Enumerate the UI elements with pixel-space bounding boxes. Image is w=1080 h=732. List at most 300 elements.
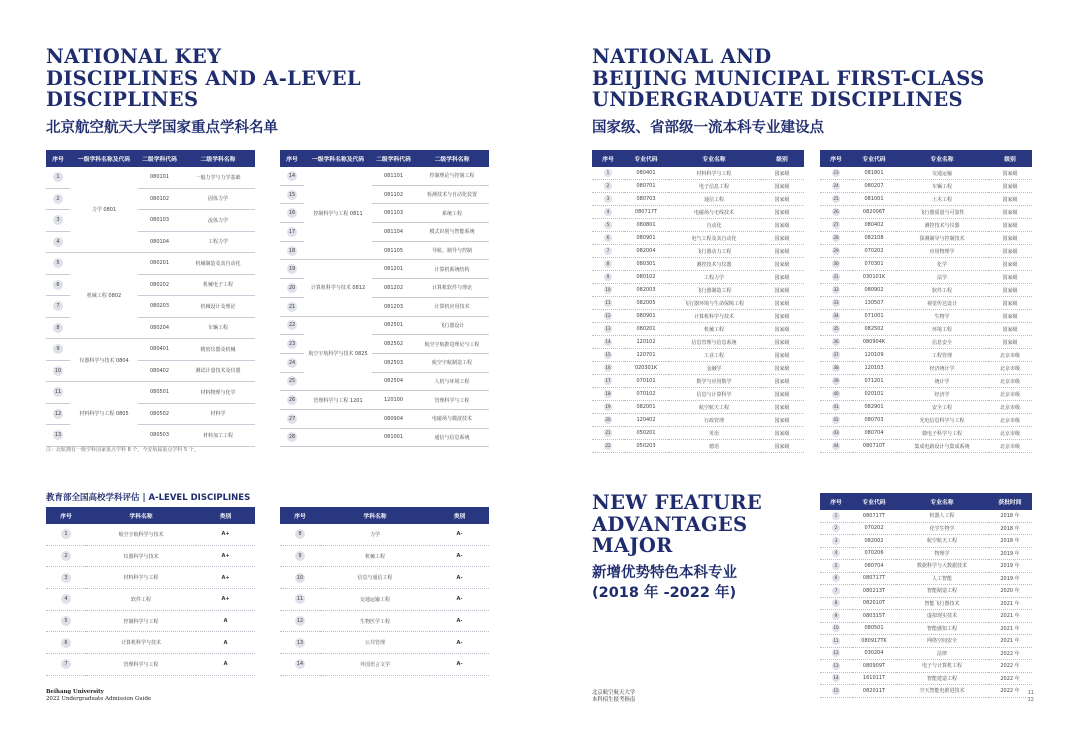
table-row — [46, 589, 255, 611]
table-cell: 国家级 — [760, 388, 804, 401]
table-cell: 国家级 — [760, 180, 804, 193]
table-row — [820, 585, 1032, 598]
row-number-cell — [280, 260, 304, 279]
table-cell: 080901 — [624, 232, 668, 245]
row-number-badge: 10 — [605, 287, 611, 292]
row-number-cell — [820, 572, 852, 585]
table-cell: 视觉传达设计 — [896, 297, 988, 310]
table-cell: 国家级 — [760, 193, 804, 206]
table-cell: A- — [430, 654, 489, 676]
table-cell: 080710T — [852, 440, 896, 453]
table-cell: 管理科学与工程 1201 — [304, 391, 372, 410]
col-header: 一级学科名称及代码 — [70, 150, 138, 167]
new-majors-title — [592, 492, 762, 557]
table-row — [820, 635, 1032, 648]
table-row — [592, 336, 804, 349]
table-row — [820, 597, 1032, 610]
table-cell: 2021 年 — [988, 635, 1032, 648]
table-cell: A- — [430, 589, 489, 611]
row-number-badge: 18 — [288, 247, 296, 254]
row-number-badge: 11 — [296, 596, 304, 603]
row-number-badge: 13 — [296, 639, 304, 646]
row-number-cell — [820, 336, 852, 349]
table-cell: 飞行器设计 — [415, 316, 489, 335]
table-cell: 自动化 — [668, 219, 760, 232]
col-header: 序号 — [46, 150, 70, 167]
table-cell: 计算机科学与技术 0812 — [304, 260, 372, 316]
table-cell: 080701 — [624, 180, 668, 193]
row-number-badge: 19 — [605, 404, 611, 409]
row-number-badge: 20 — [605, 417, 611, 422]
table-cell: 北京市级 — [988, 388, 1032, 401]
table-cell: 081001 — [852, 193, 896, 206]
row-number-cell — [592, 414, 624, 427]
row-number-badge: 4 — [61, 594, 71, 604]
table-cell: 统计学 — [896, 375, 988, 388]
table-cell: 080213T — [852, 585, 896, 598]
table-cell: 车辆工程 — [181, 317, 255, 339]
table-cell: 国家级 — [988, 284, 1032, 297]
table-cell: 仪器科学与技术 — [86, 545, 196, 567]
table-cell: 2022 年 — [988, 685, 1032, 698]
page-number: 12 — [1027, 697, 1034, 703]
row-number-cell — [592, 193, 624, 206]
row-number-cell — [820, 167, 852, 180]
table-cell: 智能感知工程 — [896, 622, 988, 635]
table-row — [592, 401, 804, 414]
row-number-badge: 43 — [833, 430, 839, 435]
table-cell: 080902 — [852, 284, 896, 297]
table-cell: 电子与计算机工程 — [896, 660, 988, 673]
left-cn-title: 北京航空航天大学国家重点学科名单 — [46, 120, 278, 136]
row-number-cell — [280, 524, 320, 545]
table-cell: 2021 年 — [988, 622, 1032, 635]
table-cell: A — [196, 610, 255, 632]
row-number-cell — [820, 427, 852, 440]
row-number-cell — [280, 279, 304, 298]
table-cell: 070101 — [624, 375, 668, 388]
row-number-badge: 10 — [296, 574, 304, 581]
table-cell: 飞行器环境与生命保障工程 — [668, 297, 760, 310]
table-cell: 人机与环境工程 — [415, 372, 489, 391]
table-cell: 土木工程 — [896, 193, 988, 206]
row-number-cell — [592, 271, 624, 284]
table-row — [280, 545, 489, 567]
row-number-cell — [820, 522, 852, 535]
table-cell: 一般力学与力学基础 — [181, 167, 255, 188]
col-header: 类别 — [430, 507, 489, 524]
table-cell: A- — [430, 567, 489, 589]
table-cell: 仪器科学与技术 0804 — [70, 339, 138, 382]
table-cell: 080102 — [624, 271, 668, 284]
col-header: 专业代码 — [624, 150, 668, 167]
table-cell: 070202 — [852, 522, 896, 535]
row-number-cell — [820, 323, 852, 336]
table-row — [592, 232, 804, 245]
table-cell: 工程力学 — [181, 231, 255, 253]
table-cell: 国家级 — [988, 323, 1032, 336]
table-cell: 飞行器质量与可靠性 — [896, 206, 988, 219]
table-cell: 车辆工程 — [896, 180, 988, 193]
table-cell: 080204 — [138, 317, 181, 339]
table-cell: 071201 — [852, 375, 896, 388]
table-row — [820, 258, 1032, 271]
row-number-cell — [820, 258, 852, 271]
row-number-badge: 2 — [53, 194, 63, 204]
row-number-badge: 8 — [295, 529, 305, 539]
table-row — [280, 391, 489, 410]
table-row — [592, 193, 804, 206]
col-header: 二级学科代码 — [138, 150, 181, 167]
table-row — [280, 316, 489, 335]
table-row — [46, 545, 255, 567]
table-row — [46, 654, 255, 676]
table-cell: 北京市级 — [988, 375, 1032, 388]
table-cell: 国家级 — [760, 284, 804, 297]
table-cell: 航空宇航制造工程 — [415, 353, 489, 372]
key-disciplines-table-a — [46, 150, 255, 447]
table-row — [592, 271, 804, 284]
table-cell: 流体力学 — [181, 210, 255, 232]
table-row — [820, 622, 1032, 635]
table-cell: 国家级 — [988, 232, 1032, 245]
table-cell: 030204 — [852, 647, 896, 660]
table-cell: 电气工程及其自动化 — [668, 232, 760, 245]
table-cell: 080102 — [138, 188, 181, 210]
row-number-cell — [46, 360, 70, 382]
row-number-cell — [820, 440, 852, 453]
row-number-cell — [46, 567, 86, 589]
row-number-badge: 21 — [288, 303, 296, 310]
title-line: BEIJING MUNICIPAL FIRST-CLASS — [592, 66, 985, 90]
row-number-cell — [46, 317, 70, 339]
row-number-cell — [592, 310, 624, 323]
table-row — [280, 260, 489, 279]
table-cell: 2018 年 — [988, 510, 1032, 522]
row-number-cell — [46, 210, 70, 232]
table-cell: 工业工程 — [668, 349, 760, 362]
table-cell: 2018 年 — [988, 535, 1032, 548]
row-number-badge: 9 — [604, 273, 612, 281]
table-cell: 070301 — [852, 258, 896, 271]
row-number-badge: 27 — [288, 415, 296, 422]
row-number-badge: 20 — [288, 284, 296, 291]
row-number-badge: 8 — [53, 323, 63, 333]
table-cell: 071001 — [852, 310, 896, 323]
table-row — [280, 589, 489, 611]
table-cell: 材料学 — [181, 403, 255, 425]
table-row — [820, 310, 1032, 323]
table-cell: 机器人工程 — [896, 510, 988, 522]
row-number-badge: 10 — [54, 367, 62, 374]
row-number-cell — [820, 672, 852, 685]
table-cell: 国家级 — [988, 310, 1032, 323]
table-row — [46, 567, 255, 589]
table-cell: 161011T — [852, 672, 896, 685]
row-number-cell — [46, 231, 70, 253]
left-main-title — [46, 46, 361, 111]
table-row — [820, 440, 1032, 453]
table-cell: 081101 — [372, 167, 415, 185]
row-number-cell — [820, 271, 852, 284]
table-cell: 网络空间安全 — [896, 635, 988, 648]
row-number-badge: 12 — [605, 313, 611, 318]
table-cell: 030101K — [852, 271, 896, 284]
table-cell: 北京市级 — [988, 427, 1032, 440]
row-number-badge: 21 — [605, 430, 611, 435]
row-number-badge: 30 — [833, 261, 839, 266]
col-header: 专业代码 — [852, 493, 896, 510]
table-cell: 082502 — [372, 335, 415, 354]
footer-line: 北京航空航天大学 — [592, 690, 636, 696]
col-header: 专业名称 — [896, 493, 988, 510]
table-cell: 行政管理 — [668, 414, 760, 427]
table-cell: 081103 — [372, 204, 415, 223]
table-cell: 国家级 — [988, 193, 1032, 206]
table-cell: 082901 — [852, 401, 896, 414]
table-cell: 国家级 — [760, 323, 804, 336]
table-cell: 化学 — [896, 258, 988, 271]
table-cell: 080717T — [852, 510, 896, 522]
table-cell: 计算机应用技术 — [415, 297, 489, 316]
table-row — [592, 414, 804, 427]
row-number-cell — [820, 232, 852, 245]
table-cell: 080401 — [138, 339, 181, 361]
table-cell: 信息安全 — [896, 336, 988, 349]
table-cell: 经济学 — [896, 388, 988, 401]
table-cell: 法学 — [896, 271, 988, 284]
table-cell: 物理学 — [896, 547, 988, 560]
table-cell: 080501 — [138, 382, 181, 404]
table-cell: 材料物理与化学 — [181, 382, 255, 404]
row-number-cell — [820, 610, 852, 623]
table-cell: 信息与计算科学 — [668, 388, 760, 401]
table-row — [820, 297, 1032, 310]
table-cell: 力学 — [320, 524, 430, 545]
row-number-badge: 29 — [833, 248, 839, 253]
table-cell: 080301 — [624, 258, 668, 271]
table-cell: 082108 — [852, 232, 896, 245]
row-number-badge: 8 — [604, 260, 612, 268]
row-number-badge: 25 — [288, 378, 296, 385]
col-header: 学科名称 — [320, 507, 430, 524]
table-row — [820, 336, 1032, 349]
table-cell: A- — [430, 632, 489, 654]
row-number-badge: 3 — [832, 537, 840, 545]
table-cell: 082503 — [372, 353, 415, 372]
row-number-cell — [820, 284, 852, 297]
table-cell: 航空航天工程 — [668, 401, 760, 414]
row-number-badge: 1 — [832, 512, 840, 520]
row-number-badge: 6 — [832, 574, 840, 582]
table-cell: 智能制造工程 — [896, 585, 988, 598]
row-number-cell — [280, 372, 304, 391]
row-number-cell — [820, 622, 852, 635]
table-row — [820, 427, 1032, 440]
table-cell: 080704 — [852, 427, 896, 440]
row-number-badge: 26 — [833, 209, 839, 214]
table-cell: 控制理论与控制工程 — [415, 167, 489, 185]
table-row — [280, 654, 489, 676]
title-line: NEW FEATURE — [592, 491, 763, 514]
table-cell: 电磁场与微波技术 — [415, 409, 489, 428]
table-row — [46, 524, 255, 545]
row-number-badge: 38 — [833, 365, 839, 370]
row-number-badge: 17 — [605, 378, 611, 383]
row-number-badge: 44 — [833, 443, 839, 448]
row-number-cell — [820, 585, 852, 598]
table-cell: 080203 — [138, 296, 181, 318]
row-number-cell — [46, 610, 86, 632]
table-cell: 金融学 — [668, 362, 760, 375]
footer-line: 本科招生报考指南 — [592, 697, 636, 703]
table-cell: 国家级 — [988, 219, 1032, 232]
table-row — [46, 253, 255, 275]
table-cell: 北京市级 — [988, 349, 1032, 362]
table-cell: 北京市级 — [988, 401, 1032, 414]
row-number-badge: 15 — [833, 687, 839, 693]
table-cell: 120102 — [624, 336, 668, 349]
row-number-badge: 28 — [288, 434, 296, 441]
table-cell: 050201 — [624, 427, 668, 440]
col-header: 序号 — [820, 150, 852, 167]
table-cell: 120701 — [624, 349, 668, 362]
table-cell: 环境工程 — [896, 323, 988, 336]
table-cell: 120100 — [372, 391, 415, 410]
key-disciplines-table-b — [280, 150, 489, 447]
table-cell: A+ — [196, 589, 255, 611]
row-number-cell — [46, 167, 70, 188]
row-number-badge: 3 — [604, 195, 612, 203]
row-number-cell — [280, 167, 304, 185]
row-number-cell — [592, 297, 624, 310]
row-number-cell — [280, 335, 304, 354]
table-cell: A+ — [196, 524, 255, 545]
table-cell: 国家级 — [988, 245, 1032, 258]
table-cell: A- — [430, 524, 489, 545]
row-number-badge: 14 — [296, 661, 304, 668]
col-header: 序号 — [820, 493, 852, 510]
row-number-badge: 17 — [288, 228, 296, 235]
table-row — [280, 524, 489, 545]
table-row — [820, 414, 1032, 427]
table-row — [820, 349, 1032, 362]
row-number-cell — [820, 349, 852, 362]
row-number-cell — [820, 685, 852, 698]
right-cn-title: 国家级、省部级一流本科专业建设点 — [592, 120, 824, 136]
table-cell: 081203 — [372, 297, 415, 316]
table-cell: 控制科学与工程 — [86, 610, 196, 632]
table-cell: 机械设计及理论 — [181, 296, 255, 318]
table-cell: 交通运输工程 — [320, 589, 430, 611]
table-cell: 国家级 — [760, 297, 804, 310]
table-cell: 080909T — [852, 660, 896, 673]
table-row — [592, 167, 804, 180]
row-number-badge: 7 — [832, 587, 840, 595]
table-row — [820, 284, 1032, 297]
row-number-cell — [592, 401, 624, 414]
new-majors-table — [820, 493, 1032, 698]
table-cell: 082011T — [852, 685, 896, 698]
table-cell: 082005 — [624, 297, 668, 310]
row-number-cell — [820, 535, 852, 548]
row-number-badge: 1 — [604, 169, 612, 177]
row-number-badge: 16 — [605, 365, 611, 370]
row-number-cell — [592, 427, 624, 440]
row-number-badge: 1 — [53, 172, 63, 182]
row-number-cell — [592, 167, 624, 180]
table-cell: 飞行器动力工程 — [668, 245, 760, 258]
table-row — [592, 206, 804, 219]
table-cell: 检测技术与自动化装置 — [415, 185, 489, 204]
table-row — [592, 362, 804, 375]
row-number-cell — [592, 232, 624, 245]
table-cell: 软件工程 — [86, 589, 196, 611]
title-line: ADVANTAGES — [592, 512, 748, 536]
col-header: 序号 — [592, 150, 624, 167]
table-cell: 电磁场与无线技术 — [668, 206, 760, 219]
table-cell: 2021 年 — [988, 610, 1032, 623]
table-cell: 信息与通信工程 — [320, 567, 430, 589]
table-cell: 070202 — [852, 245, 896, 258]
row-number-badge: 22 — [605, 443, 611, 448]
row-number-badge: 39 — [833, 378, 839, 383]
table-cell: 082002 — [852, 535, 896, 548]
row-number-cell — [280, 316, 304, 335]
table-cell: 机械工程 — [668, 323, 760, 336]
table-row — [820, 167, 1032, 180]
row-number-badge: 25 — [833, 196, 839, 201]
table-row — [820, 647, 1032, 660]
row-number-cell — [820, 547, 852, 560]
first-class-table-b — [820, 150, 1032, 453]
table-row — [592, 310, 804, 323]
table-cell: 数据科学与大数据技术 — [896, 560, 988, 573]
table-cell: 080104 — [138, 231, 181, 253]
row-number-badge: 24 — [833, 183, 839, 188]
table-cell: 德语 — [668, 440, 760, 453]
row-number-cell — [46, 339, 70, 361]
table-row — [820, 510, 1032, 522]
table-cell: 微电子科学与工程 — [896, 427, 988, 440]
table-cell: 英语 — [668, 427, 760, 440]
row-number-badge: 13 — [54, 432, 62, 439]
table-cell: 080904 — [372, 409, 415, 428]
table-cell: 120109 — [852, 349, 896, 362]
table-cell: 050203 — [624, 440, 668, 453]
table-cell: 航空航天工程 — [896, 535, 988, 548]
table-cell: 导航、制导与控制 — [415, 241, 489, 260]
row-number-badge: 15 — [288, 191, 296, 198]
row-number-badge: 11 — [605, 300, 611, 305]
table-cell: 国家级 — [760, 245, 804, 258]
table-cell: 080202 — [138, 274, 181, 296]
table-cell: 国家级 — [988, 180, 1032, 193]
table-cell: 管理科学与工程 — [86, 654, 196, 676]
table-row — [820, 375, 1032, 388]
row-number-badge: 9 — [53, 344, 63, 354]
col-header: 专业代码 — [852, 150, 896, 167]
row-number-cell — [280, 391, 304, 410]
table-cell: 化学生物学 — [896, 522, 988, 535]
row-number-cell — [46, 188, 70, 210]
table-cell: 082006T — [852, 206, 896, 219]
table-cell: 130507 — [852, 297, 896, 310]
table-row — [820, 219, 1032, 232]
alevel-table-b — [280, 507, 489, 676]
row-number-cell — [280, 223, 304, 242]
row-number-cell — [820, 597, 852, 610]
